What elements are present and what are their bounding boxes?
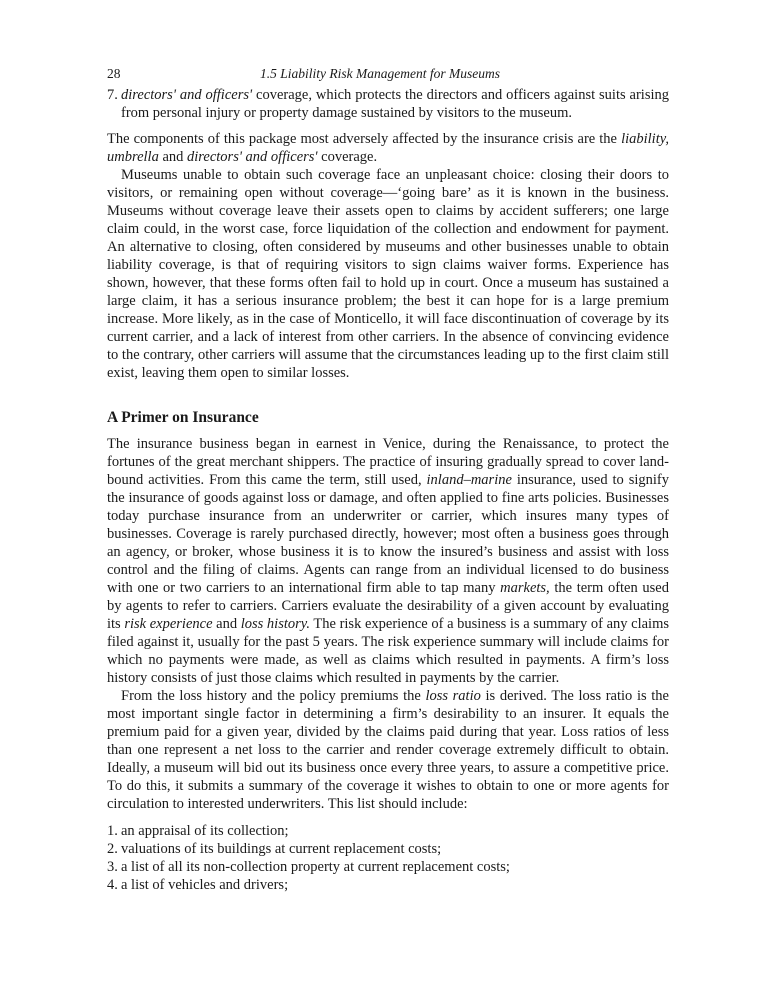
list-item [107,876,669,894]
page [107,64,669,894]
term-markets: markets, [500,580,550,596]
list-text: a list of vehicles and drivers; [121,877,289,893]
list-text: valuations of its buildings at current replacement costs; [121,841,442,857]
term-liability-umbrella: liability, umbrella [107,131,669,165]
paragraph-loss-ratio [107,687,669,813]
paragraph-components [107,130,669,166]
list-text: a list of all its non-collection property at current replacement costs; [121,859,510,875]
text-run: The risk experience of a business is a summary of any claims filed against it, usually for the past 5 years. The risk experience summary will include claims for which no payments were made, as well as claims which resulted in payments. A firm’s loss history consists of just those claims which resulted in payments by the carrier. [107,616,670,686]
item7-text: coverage, which protects the directors and officers against suits arising from personal injury or property damage sustained by visitors to the museum. [121,87,670,121]
list-number: 1. [107,823,118,839]
list-text [107,86,669,122]
text-run: the term often used by agents to refer to carriers. Carriers evaluate the desirability of a given account by evaluating its [107,580,669,632]
text-run: and [212,616,241,632]
text-run: insurance, used to signify the insurance of goods against loss or damage, and often applied to fine arts policies. Businesses today purchase insurance from an underwriter or carrier, which insures many types of businesses. Coverage is rarely purchased directly, however; most often a business goes through an agency, or broker, whose business it is to know the insured’s business and assist with loss control and the filing of claims. Agents can range from an individual licensed to do business with one or two carriers to an international firm able to tap many [107,472,670,596]
list-number: 7. [107,87,118,103]
text-run: From the loss history and the policy premiums the [121,688,426,704]
term-directors-officers: directors' and officers' [187,149,318,165]
list-item [107,822,669,840]
section-heading: A Primer on Insurance [107,409,259,426]
running-head [107,64,669,86]
list-text: an appraisal of its collection; [121,823,289,839]
paragraph-museums: Museums unable to obtain such coverage face an unpleasant choice: closing their doors to visitors, or remaining open without coverage—‘going bare’ as it is known in the business. Museums without coverage leave their assets open to claims by accident sufferers; one large claim could, in the worst case, force liquidation of the collection and endowment for payment. An alternative to closing, often considered by museums and other businesses unable to obtain liability coverage, is that of requiring visitors to sign claims waiver forms. Experience has shown, however, that these forms often fail to hold up in court. Once a museum has sustained a large claim, it has a serious insurance problem; the best it can hope for is a large premium increase. More likely, as in the case of Monticello, it will face discontinuation of coverage by its current carrier, and a lack of interest from other carriers. In the absence of convincing evidence to the contrary, other carriers will assume that the circumstances leading up to the first claim still exist, leaving them open to similar losses. [107,167,669,381]
paragraph-primer [107,435,669,687]
text-run: and [158,149,188,165]
page-number: 28 [107,66,121,81]
text-run: coverage. [317,149,378,165]
term-inland-marine: inland–marine [426,472,512,488]
list-number: 2. [107,841,118,857]
text-run: is derived. The loss ratio is the most important single factor in determining a firm’s desirability to an insurer. It equals the premium paid for a given year, divided by the claims paid during that year. Loss ratios of less than one represent a net loss to the carrier and render coverage extremely difficult to obtain. Ideally, a museum will bid out its business once every three years, to assure a competitive price. To do this, it submits a summary of the coverage it wishes to obtain to one or more agents for circulation to interested underwriters. This list should include: [107,688,669,812]
term-directors-officers: directors' and officers' [121,87,253,103]
list-number: 4. [107,877,118,893]
text-run: The components of this package most adversely affected by the insurance crisis are the [107,131,622,147]
term-loss-ratio: loss ratio [425,688,481,704]
list-item [107,840,669,858]
term-risk-experience: risk experience [124,616,213,632]
text-run: The insurance business began in earnest in Venice, during the Renaissance, to protect the fortunes of the great merchant shippers. The practice of insuring gradually spread to cover land-bound activities. From this came the term, still used, [107,436,669,488]
term-loss-history: loss history. [240,616,311,632]
list-number: 3. [107,859,118,875]
running-title: 1.5 Liability Risk Management for Museums [260,66,500,81]
list-item-7 [107,86,669,122]
list-item [107,858,669,876]
